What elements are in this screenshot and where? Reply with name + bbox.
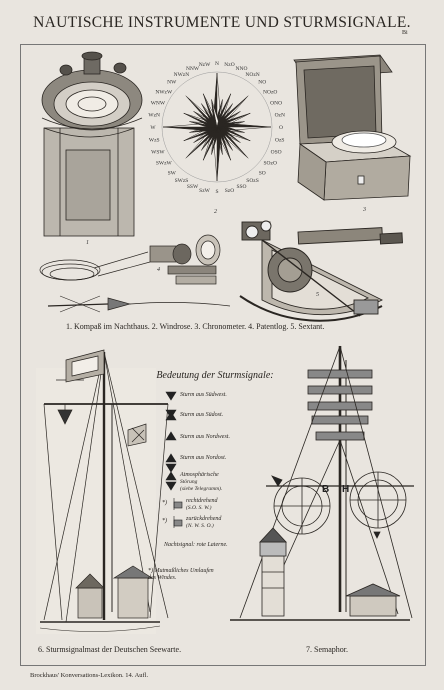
windrose-point-label: NNO [235,65,248,72]
chronometer-figure [294,55,410,200]
windrose-figure [148,61,285,195]
plate-tag: Bi [402,30,408,36]
windrose-point-label: ONO [270,100,283,107]
legend-item-disturbance-line3: (siehe Telegramm). [180,486,223,492]
legend-item-disturbance [180,472,222,493]
figure-number-1: 1 [86,240,89,246]
cone-down-symbol [166,392,176,400]
legend-title: Bedeutung der Sturmsignale: [156,370,274,381]
windrose-point-label: SzO [224,187,235,194]
semaphore-caption: 7. Semaphor. [306,645,348,654]
windrose-point-label: NW [167,79,177,86]
windrose-point-label: SOzS [246,178,259,185]
legend-item-clockwise [186,498,218,512]
legend-item-mark-2: *) [162,518,167,524]
windrose-point-label: SSO [236,184,247,191]
windrose-point-label: NOzO [263,89,278,96]
windrose-point-label: OzS [275,137,285,144]
semaphore-figure [230,346,414,620]
windrose-point-label: SO [258,170,266,177]
semaphore-letter-h: H [342,484,350,495]
windrose-point-label: NOzN [245,71,260,78]
windrose-point-label: WzN [148,112,161,119]
figure-number-4: 4 [157,267,160,273]
windrose-point-label: SWzW [155,160,172,167]
windrose-point-label: NzW [198,62,211,69]
cone-up-symbol [166,432,176,440]
page-title: NAUTISCHE INSTRUMENTE UND STURMSIGNALE. [33,14,411,31]
legend-item-counterclockwise-line2: (N. W. S. O.) [186,523,214,529]
figure-number-3: 3 [363,207,366,213]
legend-item-southwest: Sturm aus Südwest. [180,392,227,398]
legend-footnote-line2: des Windes. [148,575,177,581]
figure-number-5: 5 [316,292,319,298]
figure-number-2: 2 [214,209,217,215]
patent-log-figure [40,235,230,312]
legend-item-disturbance-line2: Störung [180,479,198,485]
windrose-point-label: O [279,125,283,131]
windrose-point-label: S [215,189,219,195]
legend-item-mark-1: *) [162,500,167,506]
windrose-point-label: N [215,61,219,67]
windrose-point-label: SW [167,170,176,177]
legend-footnote-line1: *) Mutmaßliches Umlaufen [148,568,214,574]
legend-item-southeast: Sturm aus Südost. [180,412,224,418]
windrose-point-label: OSO [270,149,282,156]
windrose-point-label: NzO [224,62,235,69]
legend-item-clockwise-line1: rechtdrehend [186,498,218,504]
windrose-point-label: NNW [185,65,200,72]
legend-item-northeast: Sturm aus Nordost. [180,455,227,461]
storm-signal-mast-figure [36,350,168,634]
legend-item-counterclockwise-line1: zurückdrehend [186,516,222,522]
windrose-point-label: SSW [186,184,199,191]
windrose-point-label: WSW [151,149,165,156]
windrose-point-label: SWzS [174,178,189,185]
windrose-point-label: WzS [148,137,160,144]
windrose-point-label: NWzN [173,71,190,78]
legend-item-clockwise-line2: (S.O. S. W.) [186,505,212,511]
top-figures-caption: 1. Kompaß im Nachthaus. 2. Windrose. 3. Chronometer. 4. Patentlog. 5. Sextant. [66,322,325,331]
legend-item-northwest: Sturm aus Nordwest. [180,434,230,440]
mast-caption: 6. Sturmsignalmast der Deutschen Seewarte. [38,645,182,654]
windrose-point-label: W [150,125,156,131]
legend-item-night-signal: Nachtsignal: rote Laterne. [164,542,228,548]
windrose-point-label: SOzO [263,160,277,167]
footer-source: Brockhaus' Konversations-Lexikon. 14. Aufl. [30,672,149,679]
windrose-point-label: SzW [199,187,210,194]
windrose-point-label: WNW [150,100,166,107]
semaphore-letter-b: B [322,484,330,495]
windrose-point-label: NWzW [155,89,173,96]
legend-footnote [148,568,214,582]
sextant-figure [240,221,402,321]
windrose-point-label: NO [258,79,267,86]
windrose-point-label: OzN [274,112,285,119]
legend-item-counterclockwise [186,516,221,530]
legend-item-disturbance-line1: Atmosphärische [180,472,219,478]
compass-binnacle-figure [42,52,142,236]
